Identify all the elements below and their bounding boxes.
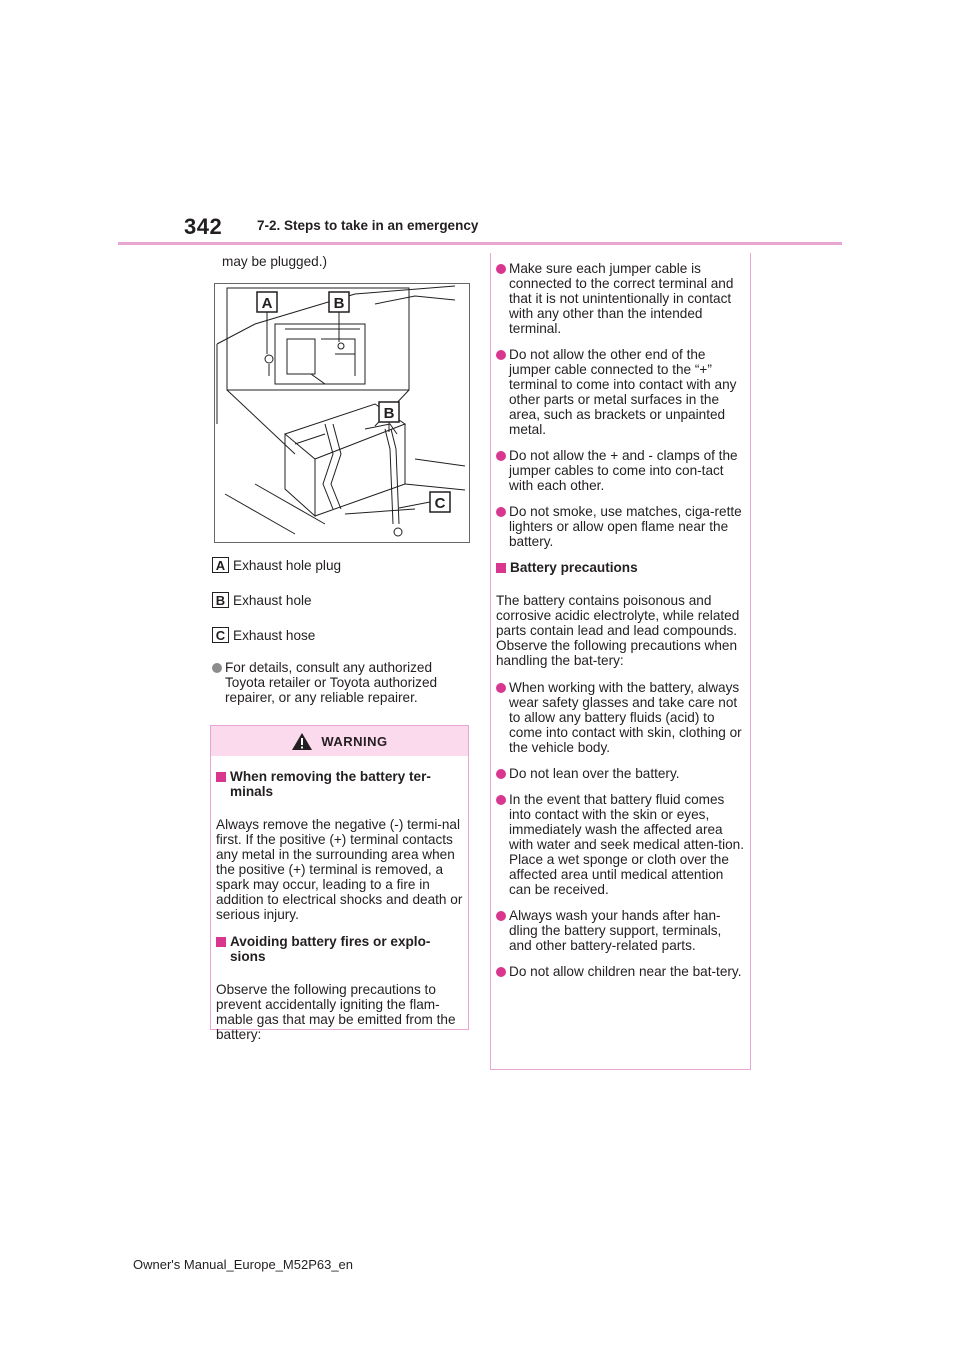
bullet-text: Make sure each jumper cable is connected to the correct terminal and that it is not unintentionally in contact with any other than the intended terminal. <box>509 261 734 336</box>
header-rule <box>118 242 842 245</box>
page-number: 342 <box>184 214 223 239</box>
bullet-icon <box>496 451 506 461</box>
bullet-text: Do not smoke, use matches, ciga-rette lighters or allow open flame near the battery. <box>509 504 742 549</box>
label-b: B <box>333 295 345 312</box>
legend-text-a: Exhaust hole plug <box>233 557 342 573</box>
list-item <box>496 261 747 336</box>
list-item <box>496 448 747 493</box>
bullet-text: For details, consult any authorized Toyota retailer or Toyota authorized repairer, or any reliable repairer. <box>225 660 438 705</box>
warning-icon <box>291 732 313 751</box>
warning-continuation-box <box>490 253 751 1070</box>
bullet-icon <box>496 769 506 779</box>
warning-paragraph-1: Always remove the negative (-) termi-nal first. If the positive (+) terminal contacts any metal in the surrounding area when the positive (+) terminal is removed, a spark may occur, leading to a fire in addition to electrical shocks and death or serious injury. <box>216 817 463 922</box>
bullet-icon <box>496 795 506 805</box>
bullet-text: When working with the battery, always wear safety glasses and take care not to allow any battery fluids (acid) to come into contact with skin, clothing or the vehicle body. <box>509 680 742 755</box>
bullet-icon <box>496 264 506 274</box>
bullet-text: Do not allow the + and - clamps of the jumper cables to come into con-tact with each other. <box>509 448 738 493</box>
label-c: C <box>434 495 446 512</box>
label-b-hole: B <box>383 405 395 422</box>
list-item <box>496 964 747 979</box>
battery-precautions-paragraph: The battery contains poisonous and corrosive acidic electrolyte, while related parts contain lead and lead compounds. Observe the following precautions when handling the bat-tery: <box>496 593 740 668</box>
label-a: A <box>261 295 273 312</box>
bullet-icon <box>212 663 222 673</box>
bullet-text: In the event that battery fluid comes into contact with the skin or eyes, immediately wash the affected area with water and seek medical atten-tion. Place a wet sponge or cloth over the affected area until medical attention can be received. <box>509 792 744 897</box>
bullet-icon <box>496 507 506 517</box>
battery-precautions-heading <box>496 560 747 587</box>
list-item <box>496 766 747 781</box>
section-title: 7-2. Steps to take in an emergency <box>257 218 479 233</box>
legend-key-a: A <box>212 557 229 573</box>
bullet-text: Do not lean over the battery. <box>509 766 680 781</box>
legend-item-a <box>212 555 470 575</box>
left-column <box>212 254 470 716</box>
bullet-text: Always wash your hands after han-dling the battery support, terminals, and other battery-related parts. <box>509 908 722 953</box>
legend-text-b: Exhaust hole <box>233 592 312 608</box>
bullet-icon <box>496 967 506 977</box>
square-bullet-icon <box>496 563 506 573</box>
list-item <box>496 504 747 549</box>
legend-key-b: B <box>212 592 229 608</box>
list-item <box>496 347 747 437</box>
battery-figure <box>214 283 470 543</box>
battery-illustration <box>215 284 469 542</box>
warning-heading-1-text: When removing the battery ter-minals <box>230 769 431 799</box>
list-item <box>496 680 747 755</box>
list-item <box>212 660 470 705</box>
legend-item-b <box>212 590 470 610</box>
warning-heading-1 <box>216 769 464 811</box>
legend-text-c: Exhaust hose <box>233 627 316 643</box>
bullet-icon <box>496 350 506 360</box>
legend-item-c <box>212 625 470 645</box>
legend-key-c: C <box>212 627 229 643</box>
bullet-icon <box>496 911 506 921</box>
warning-paragraph-2: Observe the following precautions to prevent accidentally igniting the flam-mable gas that may be emitted from the battery: <box>216 982 456 1042</box>
heading-text: Battery precautions <box>510 560 638 575</box>
list-item <box>496 792 747 897</box>
warning-heading-2-text: Avoiding battery fires or explo-sions <box>230 934 431 964</box>
warning-heading-2 <box>216 934 464 976</box>
square-bullet-icon <box>216 772 226 782</box>
list-item <box>496 908 747 953</box>
bullet-text: Do not allow the other end of the jumper cable connected to the “+” terminal to come into contact with any other parts or metal surfaces in the area, such as brackets or unpainted metal. <box>509 347 737 437</box>
footer-text: Owner's Manual_Europe_M52P63_en <box>133 1257 354 1272</box>
warning-title: WARNING <box>321 733 388 749</box>
warning-box <box>210 725 469 1042</box>
warning-header <box>211 726 468 756</box>
continuation-text: may be plugged.) <box>222 254 328 269</box>
bullet-text: Do not allow children near the bat-tery. <box>509 964 742 979</box>
bullet-icon <box>496 683 506 693</box>
square-bullet-icon <box>216 937 226 947</box>
